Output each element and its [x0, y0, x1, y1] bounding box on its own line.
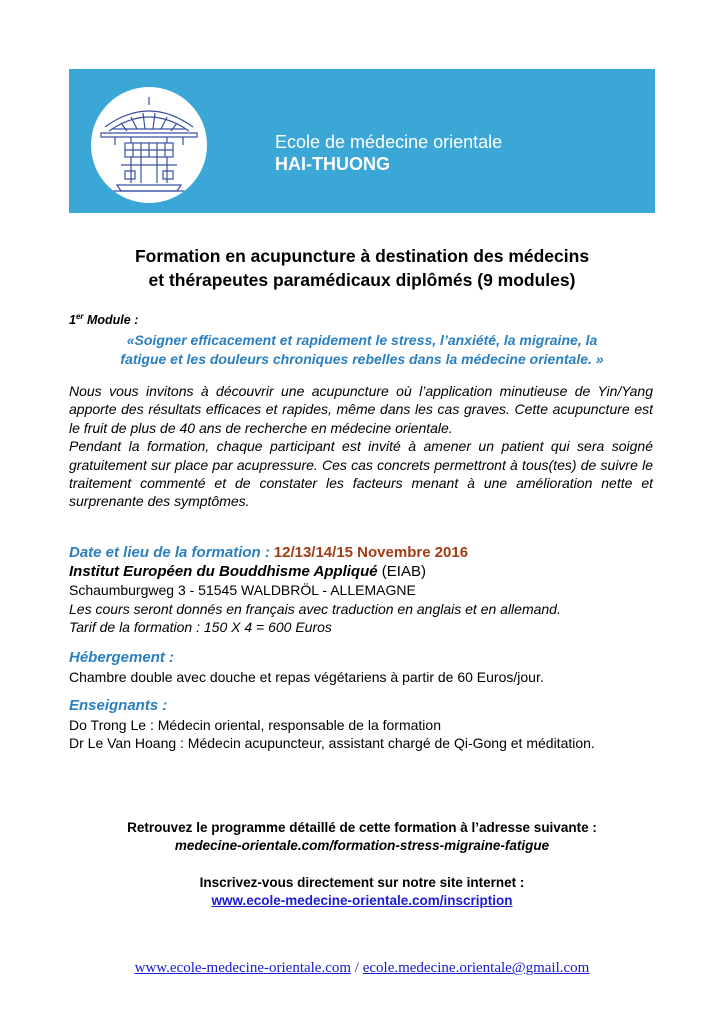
training-heading: Date et lieu de la formation :: [69, 544, 270, 561]
lodging-section: [69, 649, 655, 686]
footer-separator: /: [351, 960, 363, 976]
school-name-line: Ecole de médecine orientale: [275, 132, 503, 152]
intro-paragraph-1: Nous vous invitons à découvrir une acupuncture où l’application minutieuse de Yin/Yang apporte des résultats efficaces et rapides, même dans les cas graves. Cette acupuncture est le fruit de plus de 40 ans de recherche en médecine orientale.: [69, 383, 653, 436]
module-title: [69, 331, 655, 369]
school-name: [275, 131, 502, 175]
training-venue: [69, 563, 655, 582]
footer: [69, 960, 655, 977]
page-title: [69, 244, 655, 292]
training-address: Schaumburgweg 3 - 51545 WALDBRÖL - ALLEMAGNE: [69, 582, 416, 598]
signup-text: Inscrivez-vous directement sur notre site internet :: [199, 875, 525, 890]
venue-abbr: (EIAB): [381, 562, 426, 580]
footer-website-link[interactable]: www.ecole-medecine-orientale.com: [134, 960, 352, 976]
training-languages: Les cours seront donnés en français avec traduction en anglais et en allemand.: [69, 600, 561, 617]
module-title-line1: «Soigner efficacement et rapidement le stress, l’anxiété, la migraine, la: [126, 332, 598, 348]
signup-info: [69, 874, 655, 910]
module-label: [69, 312, 138, 327]
footer-email-link[interactable]: ecole.medecine.orientale@gmail.com: [362, 960, 590, 976]
training-price: Tarif de la formation : 150 X 4 = 600 Euros: [69, 619, 332, 635]
pagoda-logo-icon: [91, 87, 207, 203]
teacher-2: Dr Le Van Hoang : Médecin acupuncteur, assistant chargé de Qi-Gong et méditation.: [69, 735, 595, 751]
lodging-heading: Hébergement :: [69, 649, 175, 666]
training-dates: 12/13/14/15 Novembre 2016: [273, 544, 469, 561]
teachers-heading: Enseignants :: [69, 697, 168, 714]
teacher-1: Do Trong Le : Médecin oriental, responsable de la formation: [69, 716, 441, 733]
program-path: medecine-orientale.com/formation-stress-migraine-fatigue: [174, 838, 550, 853]
module-number: 1: [69, 313, 76, 328]
lodging-text: Chambre double avec douche et repas végétariens à partir de 60 Euros/jour.: [69, 668, 544, 685]
intro-text: [69, 382, 653, 511]
venue-name: Institut Européen du Bouddhisme Appliqué: [69, 562, 378, 580]
page-title-line1: Formation en acupuncture à destination des médecins: [134, 246, 590, 266]
school-subname: HAI-THUONG: [275, 154, 390, 174]
module-title-line2: fatigue et les douleurs chroniques rebelles dans la médecine orientale. »: [120, 351, 604, 367]
training-section: [69, 543, 655, 637]
program-text: Retrouvez le programme détaillé de cette formation à l’adresse suivante :: [127, 820, 597, 835]
header-banner: [69, 69, 655, 213]
page-title-line2: et thérapeutes paramédicaux diplômés (9 modules): [148, 270, 576, 290]
module-label-text: Module :: [83, 313, 139, 328]
program-info: [69, 819, 655, 855]
teachers-section: [69, 697, 655, 753]
signup-link[interactable]: www.ecole-medecine-orientale.com/inscription: [211, 893, 513, 908]
intro-paragraph-2: Pendant la formation, chaque participant est invité à amener un patient qui sera soigné gratuitement sur place par acupressure. Ces cas concrets permettront à tous(tes) de suivre le traitement commenté et de constater les facteurs menant à une amélioration nette et surprenante des symptômes.: [69, 438, 653, 510]
module-superscript: er: [75, 312, 84, 321]
